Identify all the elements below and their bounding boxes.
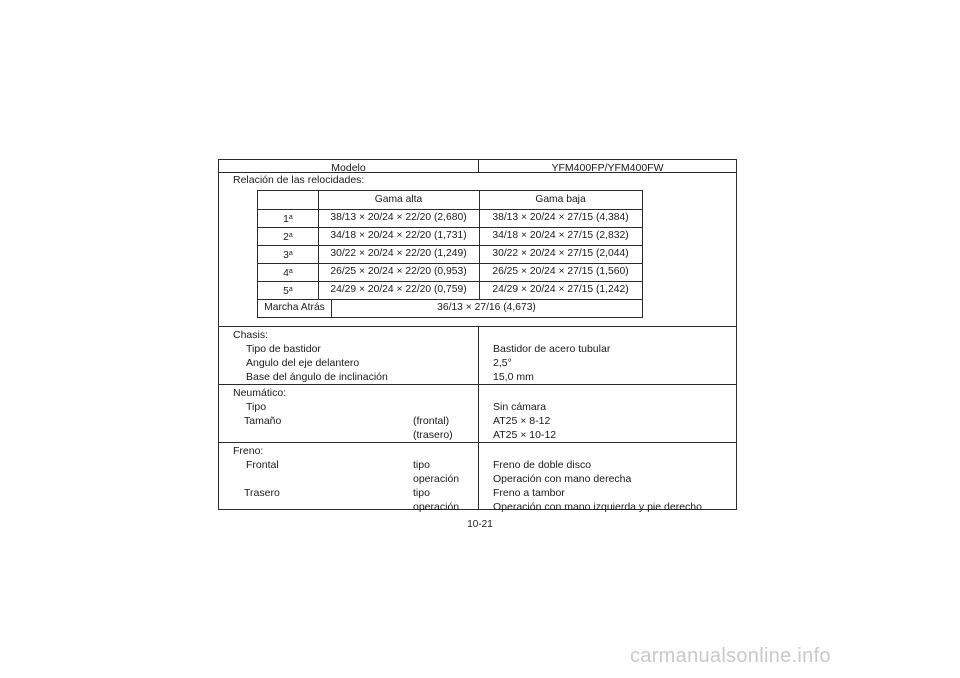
reverse-label: Marcha Atrás: [264, 302, 325, 313]
gear-2-label: 2$^a$: [283, 232, 293, 243]
tire-title: Neumático:: [233, 387, 287, 399]
gear-2-high: 34/18 × 20/24 × 22/20 (1,731): [330, 230, 467, 241]
tire-rear-label: (trasero): [413, 429, 453, 441]
gear-ratio-table: [257, 190, 643, 318]
brake-rear-op-value: Operación con mano izquierda y pie derecho: [493, 501, 702, 513]
brake-front-type-label: tipo: [413, 459, 430, 471]
gear-5-high: 24/29 × 20/24 × 22/20 (0,759): [330, 284, 467, 295]
gear-ratio-title: Relación de las relocidades:: [233, 174, 365, 186]
tire-type-value: Sin cámara: [493, 401, 547, 413]
brake-rear-op-label: operación: [413, 501, 460, 513]
gear-4-label: 4$^a$: [283, 268, 293, 279]
frame-label: Tipo de bastidor: [246, 343, 321, 355]
trail-label: Base del ángulo de inclinación: [246, 371, 388, 383]
tire-front-label: (frontal): [413, 415, 450, 427]
brake-title: Freno:: [233, 445, 264, 457]
gear-4-low: 26/25 × 20/24 × 27/15 (1,560): [492, 266, 629, 277]
brake-rear-type-value: Freno a tambor: [493, 487, 565, 499]
col-header-low: Gama baja: [535, 194, 586, 205]
gear-2-low: 34/18 × 20/24 × 27/15 (2,832): [492, 230, 629, 241]
header-divider: [478, 160, 479, 172]
reverse-value: 36/13 × 27/16 (4,673): [437, 302, 536, 313]
row-divider: [219, 442, 736, 443]
frame-value: Bastidor de acero tubular: [493, 343, 611, 355]
gear-3-high: 30/22 × 20/24 × 22/20 (1,249): [330, 248, 467, 259]
gear-1-label: 1$^a$: [283, 214, 293, 225]
tire-rear-value: AT25 × 10-12: [493, 429, 557, 441]
gear-3-low: 30/22 × 20/24 × 27/15 (2,044): [492, 248, 629, 259]
gear-1-low: 38/13 × 20/24 × 27/15 (4,384): [492, 212, 629, 223]
brake-front-op-label: operación: [413, 473, 460, 485]
tire-front-value: AT25 × 8-12: [493, 415, 551, 427]
tire-type-label: Tipo: [246, 401, 267, 413]
row-divider: [219, 384, 736, 385]
brake-rear-type-label: tipo: [413, 487, 430, 499]
brake-front-op-value: Operación con mano derecha: [493, 473, 632, 485]
watermark: carmanualsonline.info: [630, 645, 831, 667]
row-divider: [219, 172, 736, 173]
col-header-high: Gama alta: [374, 194, 423, 205]
trail-value: 15,0 mm: [493, 371, 534, 383]
gear-4-high: 26/25 × 20/24 × 22/20 (0,953): [330, 266, 467, 277]
chassis-title: Chasis:: [233, 329, 269, 341]
tire-size-label: Tamaño: [244, 415, 282, 427]
brake-front-label: Frontal: [246, 459, 279, 471]
gear-3-label: 3$^a$: [283, 250, 293, 261]
caster-value: 2,5°: [493, 357, 512, 369]
model-label: Modelo: [331, 162, 366, 174]
brake-rear-label: Trasero: [244, 487, 280, 499]
gear-5-low: 24/29 × 20/24 × 27/15 (1,242): [492, 284, 629, 295]
caster-label: Angulo del eje delantero: [246, 357, 360, 369]
model-value: YFM400FP/YFM400FW: [551, 162, 664, 174]
page-number: 10-21: [467, 519, 493, 530]
brake-front-type-value: Freno de doble disco: [493, 459, 592, 471]
gear-5-label: 5$^a$: [283, 286, 293, 297]
spec-table: [218, 159, 737, 513]
gear-1-high: 38/13 × 20/24 × 22/20 (2,680): [330, 212, 467, 223]
column-divider: [478, 326, 479, 510]
